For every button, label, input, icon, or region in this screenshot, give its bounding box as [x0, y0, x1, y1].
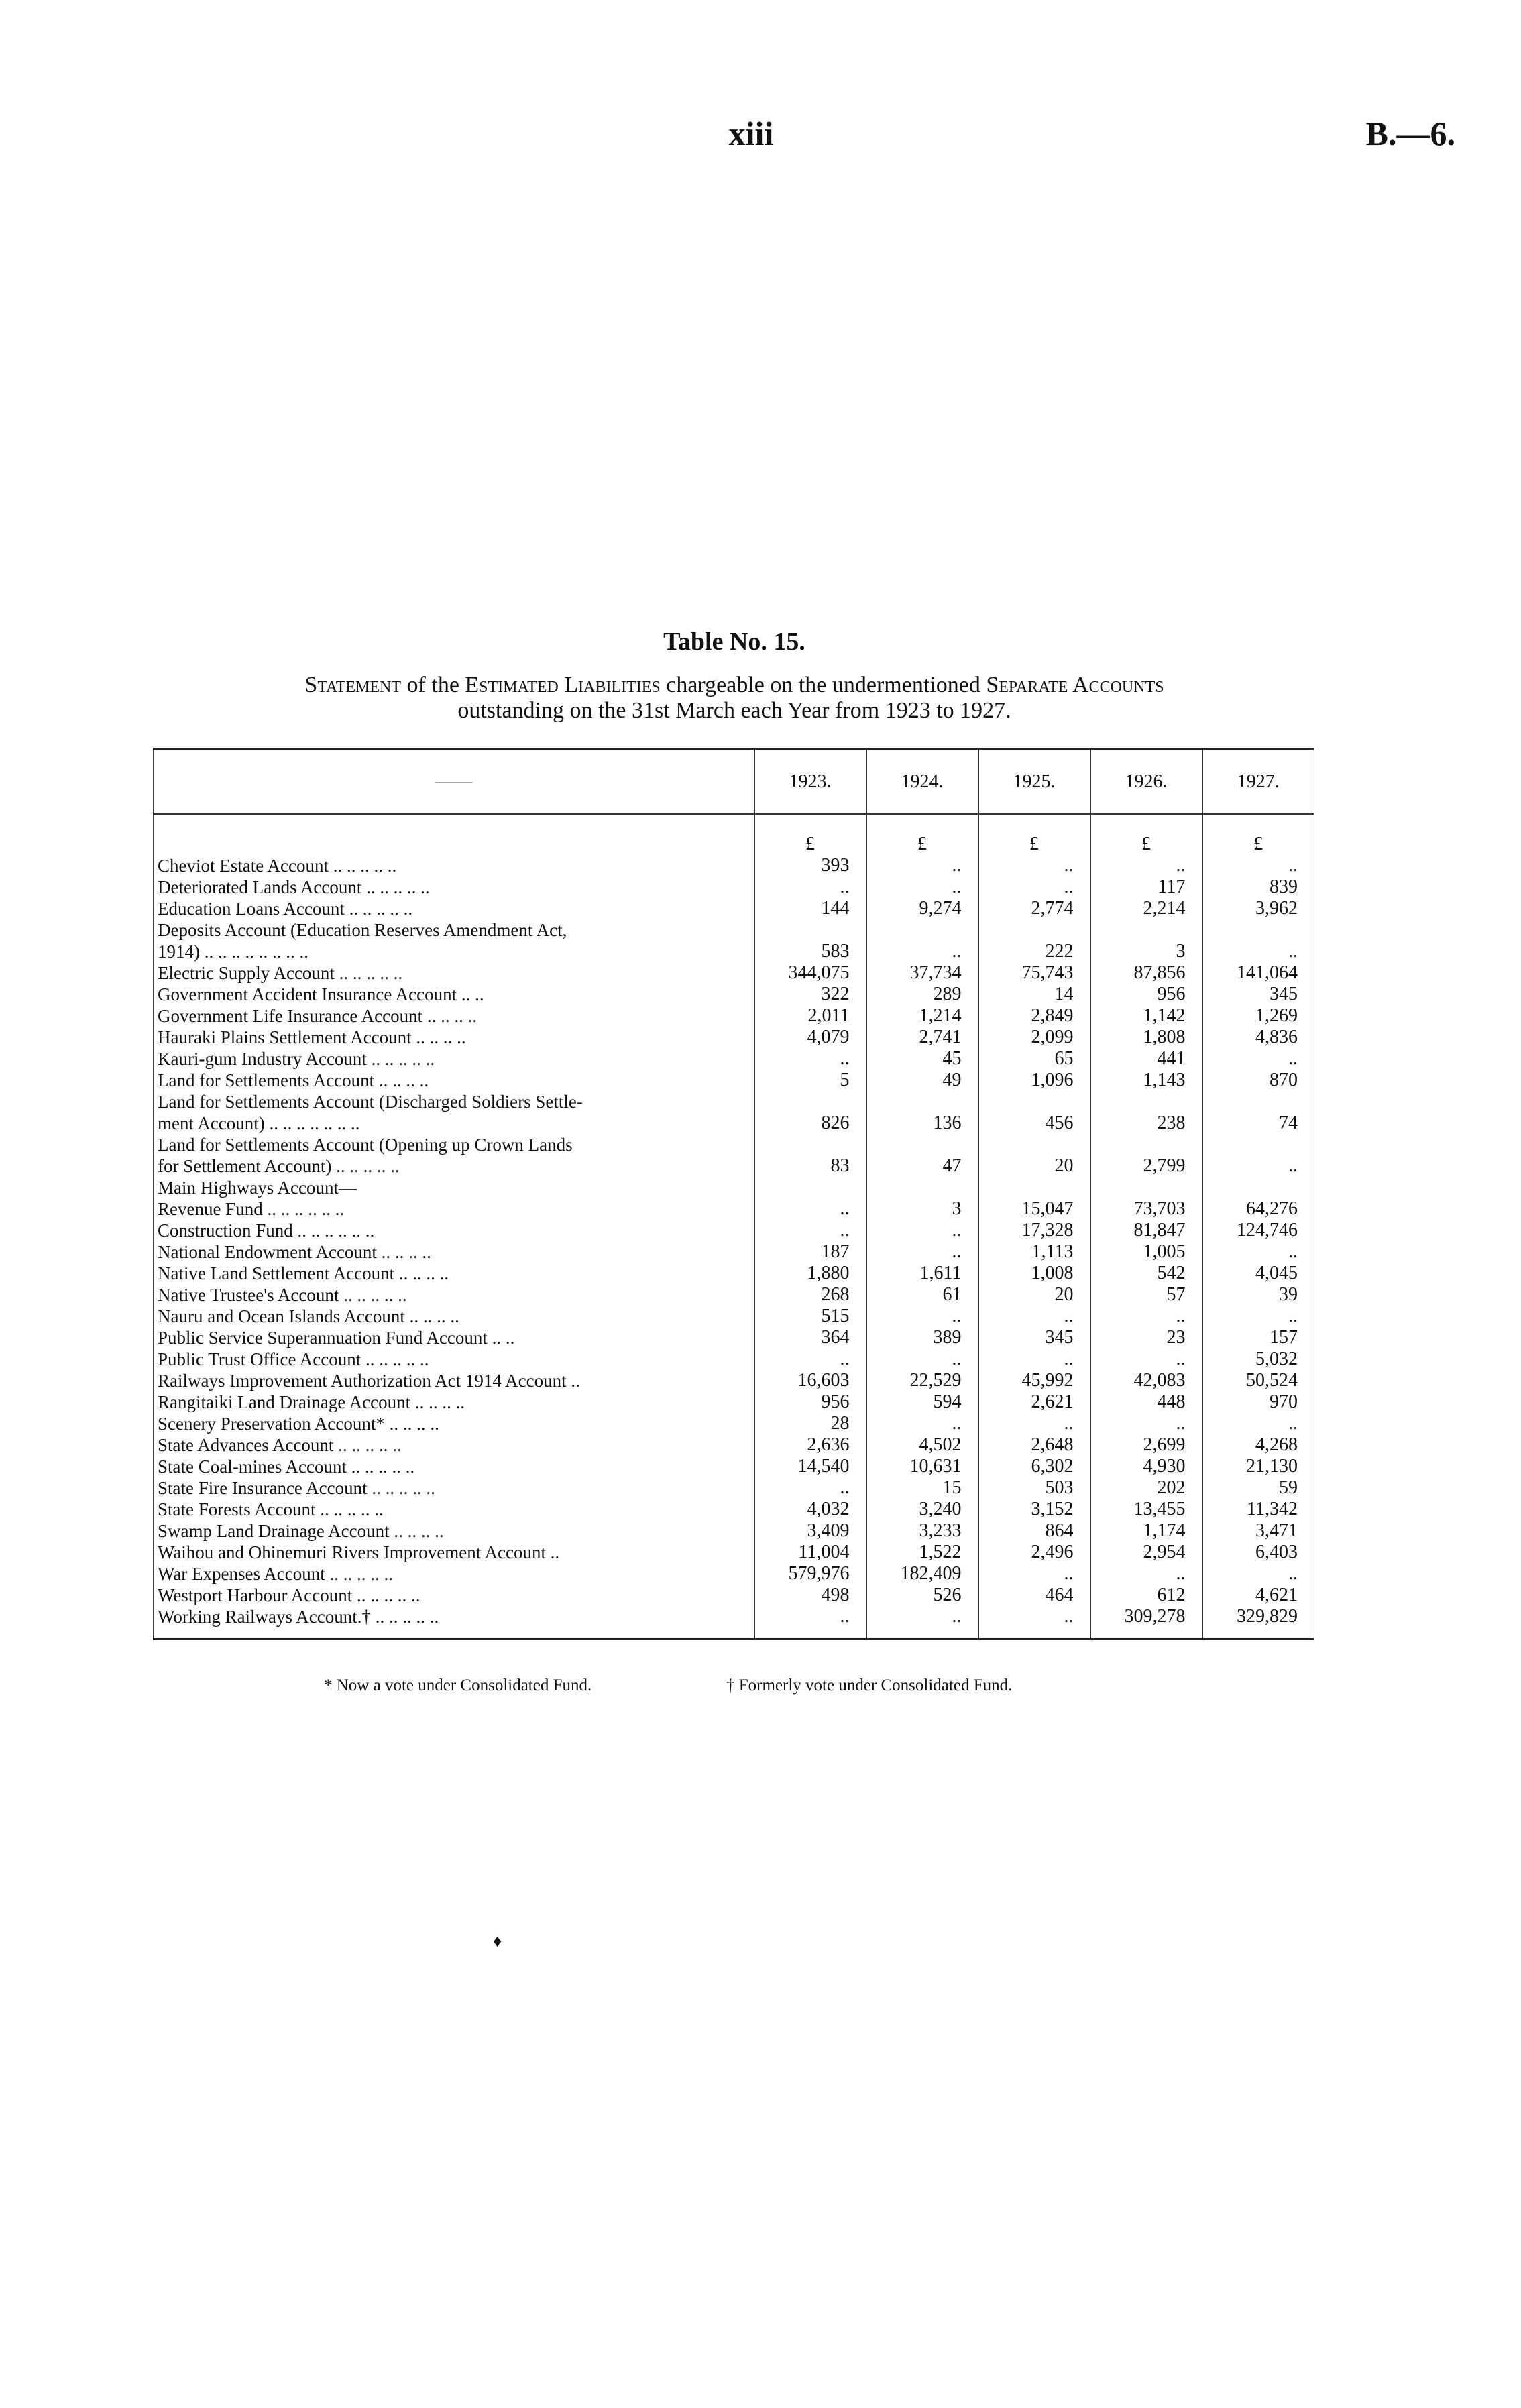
account-name: State Forests Account .. .. .. .. .. [158, 1499, 384, 1520]
value-cell: .. [866, 1306, 978, 1327]
value-cell: .. [866, 1606, 978, 1640]
value-cell: 498 [754, 1585, 866, 1606]
unit-label: £ [866, 814, 978, 855]
value-cell: 1,008 [978, 1263, 1090, 1284]
value-cell [754, 1134, 866, 1155]
value-cell: 14 [978, 984, 1090, 1005]
value-cell: .. [754, 1477, 866, 1499]
value-cell: 64,276 [1202, 1198, 1314, 1220]
table-row [154, 1456, 1314, 1477]
value-cell: .. [978, 1349, 1090, 1370]
table-row [154, 919, 1314, 941]
account-name: Scenery Preservation Account* .. .. .. .. [158, 1414, 439, 1434]
value-cell: 2,774 [978, 898, 1090, 919]
account-name: Land for Settlements Account (Opening up Crown Lands [158, 1135, 573, 1155]
value-cell: 202 [1090, 1477, 1202, 1499]
value-cell: 870 [1202, 1070, 1314, 1091]
value-cell: .. [866, 876, 978, 898]
value-cell: .. [978, 876, 1090, 898]
account-column-header: —— [154, 749, 754, 815]
value-cell: 583 [754, 941, 866, 962]
table-row [154, 1370, 1314, 1391]
account-name: Westport Harbour Account .. .. .. .. .. [158, 1585, 420, 1605]
value-cell: 2,099 [978, 1027, 1090, 1048]
caption-part: chargeable on the undermentioned [660, 673, 987, 697]
value-cell: 289 [866, 984, 978, 1005]
value-cell: 3,471 [1202, 1520, 1314, 1542]
value-cell: 2,699 [1090, 1434, 1202, 1456]
year-column-header: 1925. [978, 749, 1090, 815]
table-row [154, 1413, 1314, 1434]
table-row [154, 984, 1314, 1005]
account-name: Native Trustee's Account .. .. .. .. .. [158, 1285, 407, 1305]
value-cell: 2,636 [754, 1434, 866, 1456]
caption-part: of the [401, 673, 465, 697]
table-row [154, 1177, 1314, 1198]
value-cell: .. [1090, 1413, 1202, 1434]
unit-spacer [154, 814, 754, 855]
value-cell: 39 [1202, 1284, 1314, 1306]
value-cell: 309,278 [1090, 1606, 1202, 1640]
value-cell: 144 [754, 898, 866, 919]
value-cell: 4,836 [1202, 1027, 1314, 1048]
value-cell: 2,799 [1090, 1155, 1202, 1177]
table-row [154, 1005, 1314, 1027]
value-cell: 2,648 [978, 1434, 1090, 1456]
value-cell: .. [866, 1349, 978, 1370]
value-cell: .. [1202, 1413, 1314, 1434]
value-cell: 956 [1090, 984, 1202, 1005]
value-cell: 73,703 [1090, 1198, 1202, 1220]
account-name: 1914) .. .. .. .. .. .. .. .. [158, 941, 308, 962]
table-row [154, 855, 1314, 876]
value-cell: 364 [754, 1327, 866, 1349]
value-cell: .. [978, 1413, 1090, 1434]
caption-part: Separate Accounts [986, 673, 1164, 697]
account-name: Government Life Insurance Account .. .. .. .. [158, 1006, 477, 1026]
value-cell: 3 [1090, 941, 1202, 962]
account-name: Deposits Account (Education Reserves Amendment Act, [158, 920, 567, 940]
value-cell: .. [978, 1306, 1090, 1327]
value-cell: 23 [1090, 1327, 1202, 1349]
table-row [154, 1091, 1314, 1112]
account-name: Main Highways Account— [158, 1178, 357, 1198]
unit-label: £ [978, 814, 1090, 855]
value-cell: 2,496 [978, 1542, 1090, 1563]
value-cell: .. [754, 876, 866, 898]
value-cell: 3,152 [978, 1499, 1090, 1520]
value-cell: 345 [978, 1327, 1090, 1349]
value-cell: 579,976 [754, 1563, 866, 1585]
value-cell: 15 [866, 1477, 978, 1499]
value-cell: 3,240 [866, 1499, 978, 1520]
value-cell: 47 [866, 1155, 978, 1177]
value-cell: 157 [1202, 1327, 1314, 1349]
value-cell: 456 [978, 1112, 1090, 1134]
table-row [154, 1606, 1314, 1640]
table-row [154, 1520, 1314, 1542]
value-cell: 322 [754, 984, 866, 1005]
value-cell [1202, 1134, 1314, 1155]
value-cell: 6,302 [978, 1456, 1090, 1477]
account-name: Education Loans Account .. .. .. .. .. [158, 899, 413, 919]
value-cell: 20 [978, 1284, 1090, 1306]
value-cell: 268 [754, 1284, 866, 1306]
value-cell: 11,004 [754, 1542, 866, 1563]
value-cell: 3,962 [1202, 898, 1314, 919]
value-cell: .. [1202, 941, 1314, 962]
value-cell: 11,342 [1202, 1499, 1314, 1520]
value-cell: .. [1202, 1306, 1314, 1327]
value-cell: .. [1202, 1241, 1314, 1263]
value-cell: 15,047 [978, 1198, 1090, 1220]
value-cell: 2,214 [1090, 898, 1202, 919]
table-caption [151, 673, 1318, 724]
value-cell: 1,143 [1090, 1070, 1202, 1091]
value-cell: 9,274 [866, 898, 978, 919]
account-name: Public Trust Office Account .. .. .. .. .. [158, 1349, 429, 1369]
value-cell: 136 [866, 1112, 978, 1134]
value-cell: 4,045 [1202, 1263, 1314, 1284]
table-row [154, 1070, 1314, 1091]
value-cell: 1,005 [1090, 1241, 1202, 1263]
value-cell: .. [866, 1220, 978, 1241]
value-cell: 75,743 [978, 962, 1090, 984]
value-cell: 5,032 [1202, 1349, 1314, 1370]
value-cell: 970 [1202, 1391, 1314, 1413]
value-cell: .. [754, 1220, 866, 1241]
account-name: Cheviot Estate Account .. .. .. .. .. [158, 856, 397, 876]
value-cell: 5 [754, 1070, 866, 1091]
table-row [154, 1499, 1314, 1520]
value-cell: 49 [866, 1070, 978, 1091]
value-cell: 57 [1090, 1284, 1202, 1306]
value-cell: 14,540 [754, 1456, 866, 1477]
value-cell: 20 [978, 1155, 1090, 1177]
table-row [154, 898, 1314, 919]
value-cell: 3,233 [866, 1520, 978, 1542]
table-row [154, 1306, 1314, 1327]
account-name: State Coal-mines Account .. .. .. .. .. [158, 1456, 415, 1477]
value-cell: 222 [978, 941, 1090, 962]
account-name: Hauraki Plains Settlement Account .. .. .. .. [158, 1027, 466, 1047]
account-name: Deteriorated Lands Account .. .. .. .. .. [158, 877, 430, 897]
account-name: Electric Supply Account .. .. .. .. .. [158, 963, 403, 983]
table-row [154, 1134, 1314, 1155]
value-cell: 448 [1090, 1391, 1202, 1413]
account-name: State Advances Account .. .. .. .. .. [158, 1435, 402, 1455]
account-name: State Fire Insurance Account .. .. .. .. .. [158, 1478, 435, 1498]
account-name: Land for Settlements Account (Discharged Soldiers Settle- [158, 1092, 583, 1112]
value-cell: 344,075 [754, 962, 866, 984]
value-cell: 1,174 [1090, 1520, 1202, 1542]
value-cell: .. [1090, 1563, 1202, 1585]
value-cell: 4,032 [754, 1499, 866, 1520]
value-cell: 37,734 [866, 962, 978, 984]
value-cell: .. [1202, 1155, 1314, 1177]
account-name: Public Service Superannuation Fund Account .. .. [158, 1328, 515, 1348]
value-cell [1202, 1177, 1314, 1198]
value-cell: 1,096 [978, 1070, 1090, 1091]
unit-label: £ [1202, 814, 1314, 855]
account-name: National Endowment Account .. .. .. .. [158, 1242, 431, 1262]
value-cell: .. [978, 855, 1090, 876]
account-name: Construction Fund .. .. .. .. .. .. [158, 1220, 375, 1241]
liabilities-table [153, 748, 1314, 1640]
value-cell: .. [754, 1048, 866, 1070]
value-cell: .. [978, 1563, 1090, 1585]
value-cell: 2,741 [866, 1027, 978, 1048]
value-cell: .. [1202, 855, 1314, 876]
value-cell: 1,880 [754, 1263, 866, 1284]
value-cell: 124,746 [1202, 1220, 1314, 1241]
year-column-header: 1926. [1090, 749, 1202, 815]
value-cell: 65 [978, 1048, 1090, 1070]
value-cell: 42,083 [1090, 1370, 1202, 1391]
value-cell: 864 [978, 1520, 1090, 1542]
value-cell: 28 [754, 1413, 866, 1434]
unit-label: £ [1090, 814, 1202, 855]
bullet-mark: ♦ [493, 1931, 502, 1951]
value-cell: 17,328 [978, 1220, 1090, 1241]
table-row [154, 962, 1314, 984]
value-cell: 826 [754, 1112, 866, 1134]
value-cell: 4,079 [754, 1027, 866, 1048]
unit-row [154, 814, 1314, 855]
value-cell: 839 [1202, 876, 1314, 898]
value-cell: 4,502 [866, 1434, 978, 1456]
value-cell: 2,011 [754, 1005, 866, 1027]
value-cell: 4,621 [1202, 1585, 1314, 1606]
account-name: Working Railways Account.† .. .. .. .. .. [158, 1607, 439, 1627]
value-cell: 515 [754, 1306, 866, 1327]
value-cell: 1,522 [866, 1542, 978, 1563]
caption-part: Estimated Liabilities [465, 673, 661, 697]
account-name: Swamp Land Drainage Account .. .. .. .. [158, 1521, 444, 1541]
value-cell: 594 [866, 1391, 978, 1413]
value-cell: 389 [866, 1327, 978, 1349]
value-cell: 1,808 [1090, 1027, 1202, 1048]
table-row [154, 1284, 1314, 1306]
table-row [154, 1048, 1314, 1070]
account-name: ment Account) .. .. .. .. .. .. .. [158, 1113, 360, 1133]
value-cell [866, 1134, 978, 1155]
value-cell: .. [866, 1241, 978, 1263]
value-cell: .. [1090, 1306, 1202, 1327]
value-cell: 87,856 [1090, 962, 1202, 984]
value-cell: 542 [1090, 1263, 1202, 1284]
value-cell: .. [1202, 1048, 1314, 1070]
value-cell: 238 [1090, 1112, 1202, 1134]
value-cell [754, 919, 866, 941]
value-cell [866, 1177, 978, 1198]
value-cell: 61 [866, 1284, 978, 1306]
value-cell [754, 1177, 866, 1198]
table-row [154, 1349, 1314, 1370]
value-cell: .. [754, 1606, 866, 1640]
liabilities-table-container [153, 748, 1314, 1672]
value-cell: .. [1202, 1563, 1314, 1585]
value-cell: 182,409 [866, 1563, 978, 1585]
table-row [154, 1263, 1314, 1284]
value-cell: .. [754, 1349, 866, 1370]
value-cell: 526 [866, 1585, 978, 1606]
value-cell [978, 1091, 1090, 1112]
value-cell: 345 [1202, 984, 1314, 1005]
value-cell: 141,064 [1202, 962, 1314, 984]
account-name: Kauri-gum Industry Account .. .. .. .. .. [158, 1049, 435, 1069]
value-cell [1202, 1091, 1314, 1112]
account-name: Government Accident Insurance Account .. .. [158, 984, 484, 1005]
value-cell: 1,214 [866, 1005, 978, 1027]
value-cell: 10,631 [866, 1456, 978, 1477]
account-name: Waihou and Ohinemuri Rivers Improvement Account .. [158, 1542, 560, 1562]
document-reference: B.—6. [1365, 115, 1455, 152]
value-cell [1090, 919, 1202, 941]
account-name: for Settlement Account) .. .. .. .. .. [158, 1156, 400, 1176]
year-column-header: 1927. [1202, 749, 1314, 815]
account-name: War Expenses Account .. .. .. .. .. [158, 1564, 393, 1584]
value-cell: 1,113 [978, 1241, 1090, 1263]
caption-part: Statement [304, 673, 402, 697]
value-cell: .. [866, 855, 978, 876]
table-row [154, 941, 1314, 962]
table-row [154, 1434, 1314, 1456]
value-cell: 3 [866, 1198, 978, 1220]
table-row [154, 1112, 1314, 1134]
value-cell: 2,954 [1090, 1542, 1202, 1563]
table-title: Table No. 15. [663, 628, 805, 656]
table-row [154, 1327, 1314, 1349]
table-row [154, 1563, 1314, 1585]
value-cell [866, 1091, 978, 1112]
value-cell: 4,268 [1202, 1434, 1314, 1456]
value-cell: .. [1090, 855, 1202, 876]
page-number: xiii [728, 115, 774, 152]
table-row [154, 1391, 1314, 1413]
value-cell: 50,524 [1202, 1370, 1314, 1391]
value-cell: 6,403 [1202, 1542, 1314, 1563]
value-cell: 81,847 [1090, 1220, 1202, 1241]
account-name: Rangitaiki Land Drainage Account .. .. .. .. [158, 1392, 465, 1412]
value-cell: 74 [1202, 1112, 1314, 1134]
value-cell: 16,603 [754, 1370, 866, 1391]
value-cell: 45,992 [978, 1370, 1090, 1391]
value-cell: 464 [978, 1585, 1090, 1606]
table-row [154, 1585, 1314, 1606]
year-column-header: 1923. [754, 749, 866, 815]
value-cell [1090, 1177, 1202, 1198]
value-cell: 117 [1090, 876, 1202, 898]
caption-part: outstanding on the 31st March each Year from 1923 to 1927. [457, 698, 1011, 723]
account-name: Native Land Settlement Account .. .. .. .. [158, 1263, 449, 1283]
value-cell: 393 [754, 855, 866, 876]
unit-label: £ [754, 814, 866, 855]
value-cell: 3,409 [754, 1520, 866, 1542]
account-name: Railways Improvement Authorization Act 1914 Account .. [158, 1371, 580, 1391]
value-cell: 4,930 [1090, 1456, 1202, 1477]
value-cell [1090, 1091, 1202, 1112]
value-cell: .. [754, 1198, 866, 1220]
value-cell: .. [1090, 1349, 1202, 1370]
value-cell [978, 1134, 1090, 1155]
value-cell: 59 [1202, 1477, 1314, 1499]
value-cell: .. [866, 941, 978, 962]
table-row [154, 1477, 1314, 1499]
value-cell: 503 [978, 1477, 1090, 1499]
footnote-dagger: † Formerly vote under Consolidated Fund. [726, 1676, 1013, 1695]
value-cell: 13,455 [1090, 1499, 1202, 1520]
value-cell: 1,142 [1090, 1005, 1202, 1027]
value-cell: 441 [1090, 1048, 1202, 1070]
value-cell: 329,829 [1202, 1606, 1314, 1640]
table-row [154, 876, 1314, 898]
value-cell [1090, 1134, 1202, 1155]
table-row [154, 1241, 1314, 1263]
value-cell [1202, 919, 1314, 941]
table-row [154, 1220, 1314, 1241]
table-row [154, 1027, 1314, 1048]
value-cell: 83 [754, 1155, 866, 1177]
value-cell [866, 919, 978, 941]
value-cell: .. [866, 1413, 978, 1434]
header-row [154, 749, 1314, 815]
account-name: Land for Settlements Account .. .. .. .. [158, 1070, 429, 1090]
year-column-header: 1924. [866, 749, 978, 815]
value-cell [754, 1091, 866, 1112]
value-cell [978, 1177, 1090, 1198]
table-row [154, 1542, 1314, 1563]
table-body [154, 814, 1314, 1640]
value-cell: 21,130 [1202, 1456, 1314, 1477]
value-cell: .. [978, 1606, 1090, 1640]
value-cell: 1,611 [866, 1263, 978, 1284]
footnote-star: * Now a vote under Consolidated Fund. [324, 1676, 592, 1695]
value-cell: 22,529 [866, 1370, 978, 1391]
table-row [154, 1198, 1314, 1220]
account-name: Nauru and Ocean Islands Account .. .. .. .. [158, 1306, 459, 1326]
value-cell: 956 [754, 1391, 866, 1413]
value-cell [978, 919, 1090, 941]
value-cell: 612 [1090, 1585, 1202, 1606]
table-row [154, 1155, 1314, 1177]
value-cell: 2,849 [978, 1005, 1090, 1027]
value-cell: 1,269 [1202, 1005, 1314, 1027]
value-cell: 187 [754, 1241, 866, 1263]
value-cell: 45 [866, 1048, 978, 1070]
account-name: Revenue Fund .. .. .. .. .. .. [158, 1199, 345, 1219]
value-cell: 2,621 [978, 1391, 1090, 1413]
